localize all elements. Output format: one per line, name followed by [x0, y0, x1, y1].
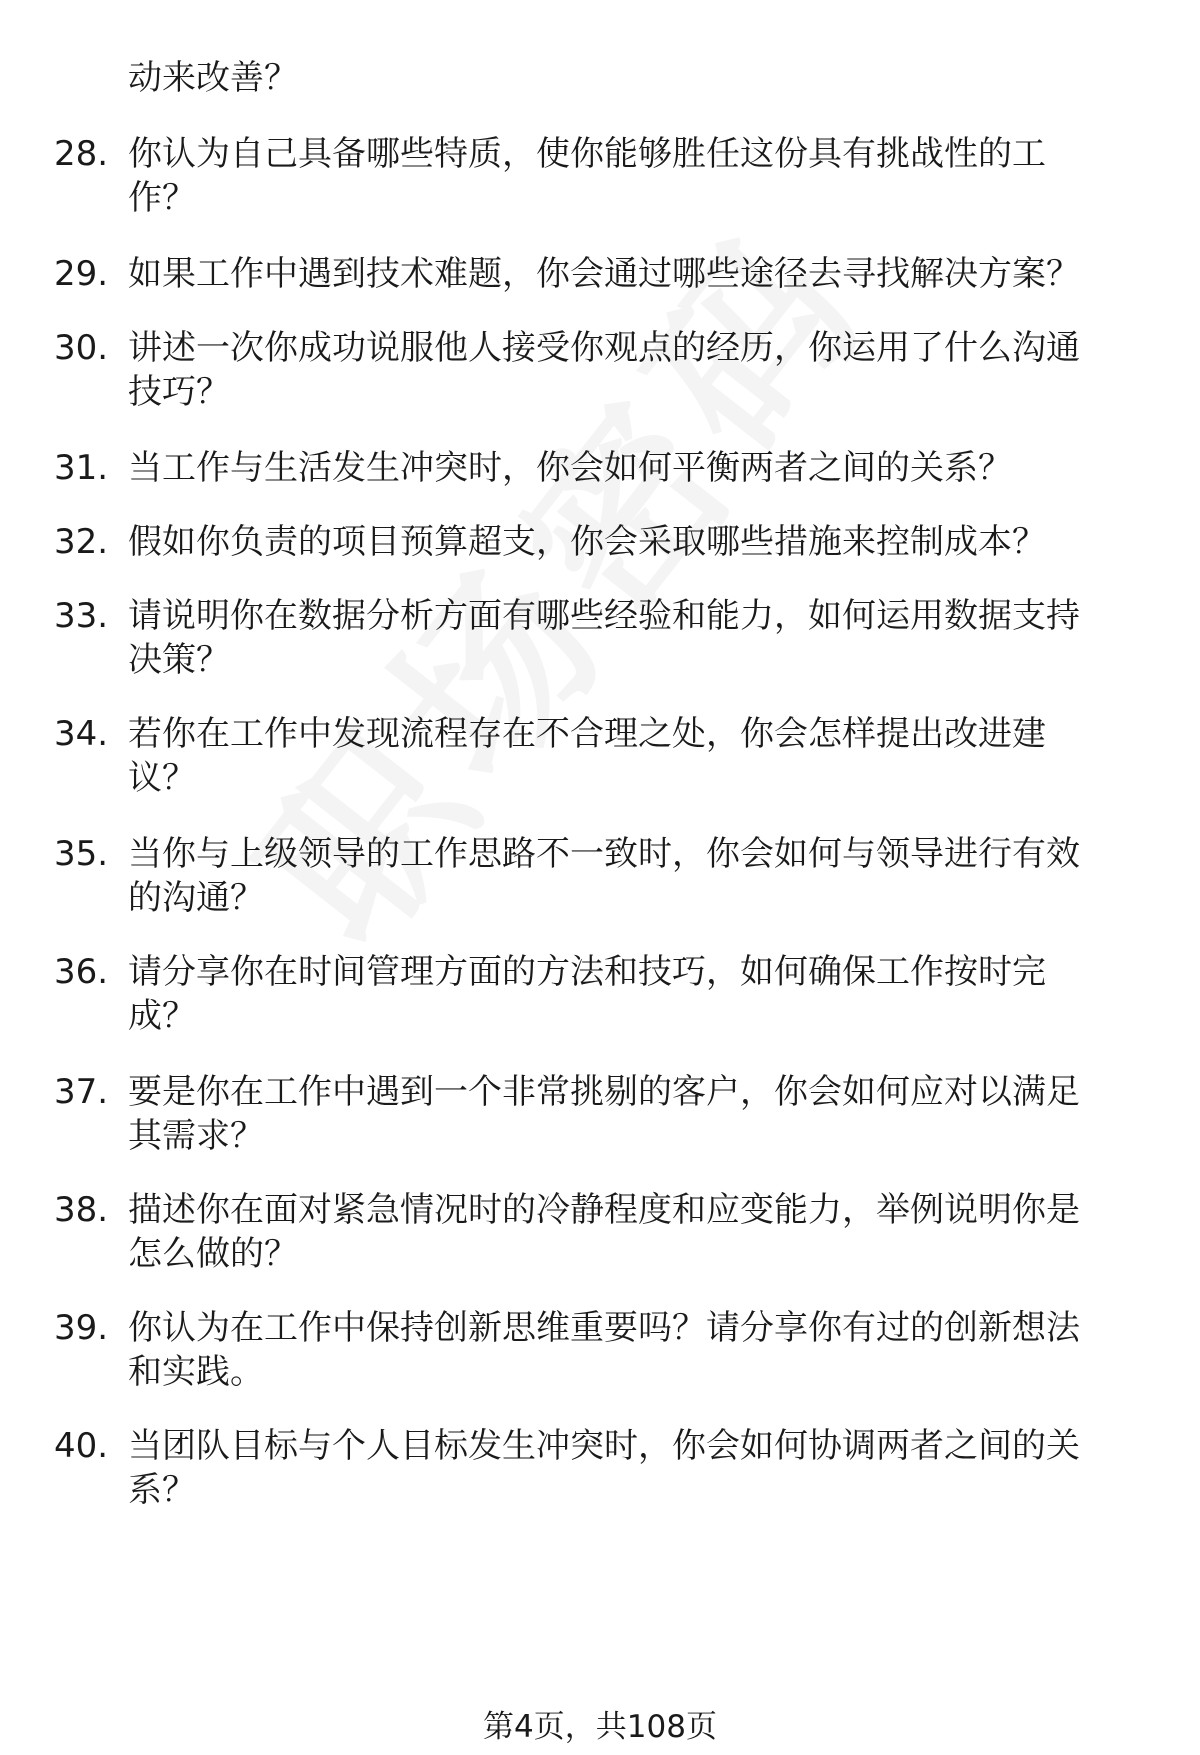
question-number: 35.: [54, 834, 109, 874]
page-number-label: 第4页，共108页: [483, 1709, 717, 1745]
question-text: 成？: [128, 996, 196, 1036]
question-text: 你认为在工作中保持创新思维重要吗？请分享你有过的创新想法: [128, 1308, 1080, 1348]
question-number: 34.: [54, 714, 109, 754]
question-text: 你认为自己具备哪些特质，使你能够胜任这份具有挑战性的工: [128, 134, 1046, 174]
question-text: 其需求？: [128, 1116, 264, 1156]
question-text: 作？: [128, 178, 196, 218]
question-number: 28.: [54, 134, 109, 174]
question-text: 要是你在工作中遇到一个非常挑剔的客户，你会如何应对以满足: [128, 1072, 1080, 1112]
question-number: 30.: [54, 328, 109, 368]
question-number: 39.: [54, 1308, 109, 1348]
question-number: 40.: [54, 1426, 109, 1466]
question-text: 的沟通？: [128, 878, 264, 918]
question-number: 37.: [54, 1072, 109, 1112]
question-text: 当你与上级领导的工作思路不一致时，你会如何与领导进行有效: [128, 834, 1080, 874]
question-number: 38.: [54, 1190, 109, 1230]
question-text: 请说明你在数据分析方面有哪些经验和能力，如何运用数据支持: [128, 596, 1080, 636]
question-number: 33.: [54, 596, 109, 636]
page-footer: [0, 1707, 1200, 1747]
question-text: 决策？: [128, 640, 230, 680]
question-text: 讲述一次你成功说服他人接受你观点的经历，你运用了什么沟通: [128, 328, 1080, 368]
question-text: 请分享你在时间管理方面的方法和技巧，如何确保工作按时完: [128, 952, 1046, 992]
continuation-text: 动来改善？: [128, 58, 298, 98]
question-number: 31.: [54, 448, 109, 488]
question-text: 议？: [128, 758, 196, 798]
question-text: 若你在工作中发现流程存在不合理之处，你会怎样提出改进建: [128, 714, 1046, 754]
question-text: 如果工作中遇到技术难题，你会通过哪些途径去寻找解决方案？: [128, 254, 1080, 294]
question-text: 和实践。: [128, 1352, 264, 1392]
question-text: 当工作与生活发生冲突时，你会如何平衡两者之间的关系？: [128, 448, 1012, 488]
question-text: 描述你在面对紧急情况时的冷静程度和应变能力，举例说明你是: [128, 1190, 1080, 1230]
question-number: 29.: [54, 254, 109, 294]
question-text: 技巧？: [128, 372, 230, 412]
question-number: 32.: [54, 522, 109, 562]
question-text: 系？: [128, 1470, 196, 1510]
question-text: 当团队目标与个人目标发生冲突时，你会如何协调两者之间的关: [128, 1426, 1080, 1466]
question-text: 假如你负责的项目预算超支，你会采取哪些措施来控制成本？: [128, 522, 1046, 562]
question-number: 36.: [54, 952, 109, 992]
question-text: 怎么做的？: [128, 1234, 298, 1274]
